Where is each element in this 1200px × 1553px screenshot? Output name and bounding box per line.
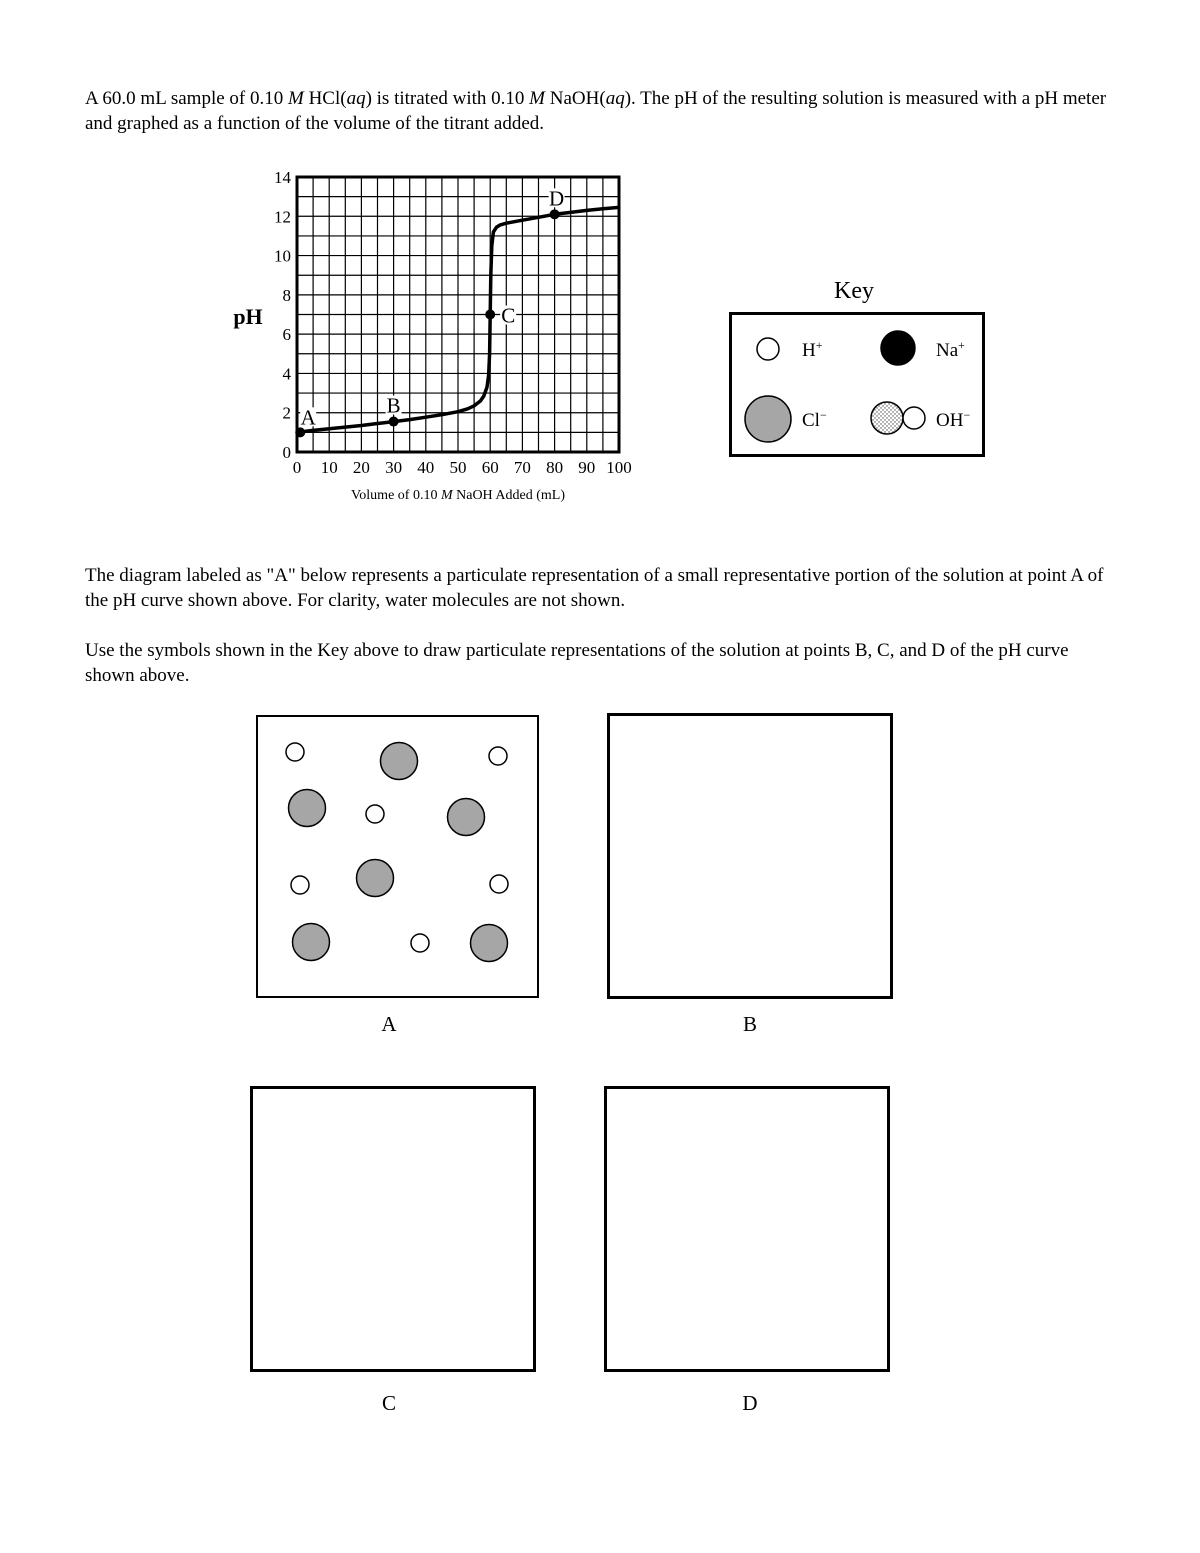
h-plus-particle — [291, 876, 309, 894]
x-tick-label: 20 — [352, 458, 370, 477]
key-title: Key — [834, 278, 874, 304]
panel-a-label: A — [381, 1012, 397, 1036]
cl-minus-particle — [357, 860, 394, 897]
h-plus-particle — [366, 805, 384, 823]
point-c-label: C — [501, 303, 516, 328]
y-tick-label: 14 — [274, 168, 291, 187]
instruction-paragraph-1: The diagram labeled as "A" below represents a particulate representation of a small representative portion of the solution at point A of the pH curve shown above. For clarity, water molecules are not shown. — [85, 565, 1104, 611]
key-label-cl: Cl− — [802, 408, 827, 431]
x-tick-label: 60 — [481, 458, 499, 477]
y-axis-label: pH — [233, 304, 263, 329]
panel-c-label: C — [381, 1391, 396, 1415]
h-plus-particle — [411, 934, 429, 952]
oh-minus-icon — [871, 402, 925, 434]
y-tick-label: 0 — [282, 443, 291, 462]
y-tick-label: 2 — [282, 403, 291, 423]
h-plus-particle — [490, 875, 508, 893]
panel-c[interactable] — [250, 1086, 536, 1372]
cl-minus-particle — [289, 790, 326, 827]
chart-points — [295, 186, 564, 437]
x-tick-label: 70 — [513, 458, 531, 477]
x-tick-label: 80 — [546, 458, 564, 477]
y-tick-label: 6 — [282, 325, 291, 345]
h-plus-particle — [286, 743, 304, 761]
panel-a-particles — [258, 717, 541, 1000]
point-d-label: D — [549, 186, 565, 211]
cl-minus-particle — [293, 924, 330, 961]
y-tick-label: 8 — [282, 285, 291, 305]
cl-minus-particle — [471, 925, 508, 962]
point-d-marker — [550, 209, 560, 219]
key-label-oh: OH− — [936, 408, 971, 431]
key-symbols — [732, 315, 982, 454]
x-axis-label: Volume of 0.10 M NaOH Added (mL) — [350, 488, 566, 503]
x-tick-label: 50 — [449, 458, 467, 477]
key-label-h: H+ — [802, 338, 823, 361]
panel-d-label: D — [742, 1391, 758, 1415]
point-b-label: B — [386, 393, 401, 418]
panel-b-label: B — [742, 1012, 757, 1036]
panel-b[interactable] — [607, 713, 893, 999]
cl-minus-particle — [381, 743, 418, 780]
titration-chart — [220, 160, 650, 510]
point-a-label: A — [300, 405, 316, 430]
x-tick-label: 0 — [292, 458, 302, 477]
point-b-marker — [389, 417, 399, 427]
na-plus-icon — [881, 331, 915, 365]
x-tick-label: 30 — [385, 458, 403, 477]
intro-text: A 60.0 mL sample of 0.10 M HCl(aq) is titrated with 0.10 M NaOH(aq). The pH of the resulting solution is measured with a pH meter and graphed as a function of the volume of the titrant added. — [85, 88, 1107, 134]
panel-a — [256, 715, 539, 998]
cl-minus-icon — [745, 396, 791, 442]
key-box — [729, 312, 985, 457]
point-c-marker — [485, 310, 495, 320]
x-tick-label: 10 — [320, 458, 338, 477]
panel-d[interactable] — [604, 1086, 890, 1372]
x-tick-label: 90 — [578, 458, 596, 477]
y-tick-label: 12 — [274, 207, 291, 227]
cl-minus-particle — [448, 799, 485, 836]
y-tick-label: 4 — [282, 364, 291, 384]
y-tick-label: 10 — [274, 246, 291, 266]
instruction-paragraph-2: Use the symbols shown in the Key above to draw particulate representations of the solution at points B, C, and D of the pH curve shown above. — [85, 640, 1069, 686]
x-tick-label: 100 — [606, 458, 632, 477]
h-plus-icon — [757, 338, 779, 360]
x-tick-label: 40 — [417, 458, 435, 477]
titration-chart-svg — [220, 160, 650, 510]
key-label-na: Na+ — [936, 338, 965, 361]
h-plus-particle — [489, 747, 507, 765]
